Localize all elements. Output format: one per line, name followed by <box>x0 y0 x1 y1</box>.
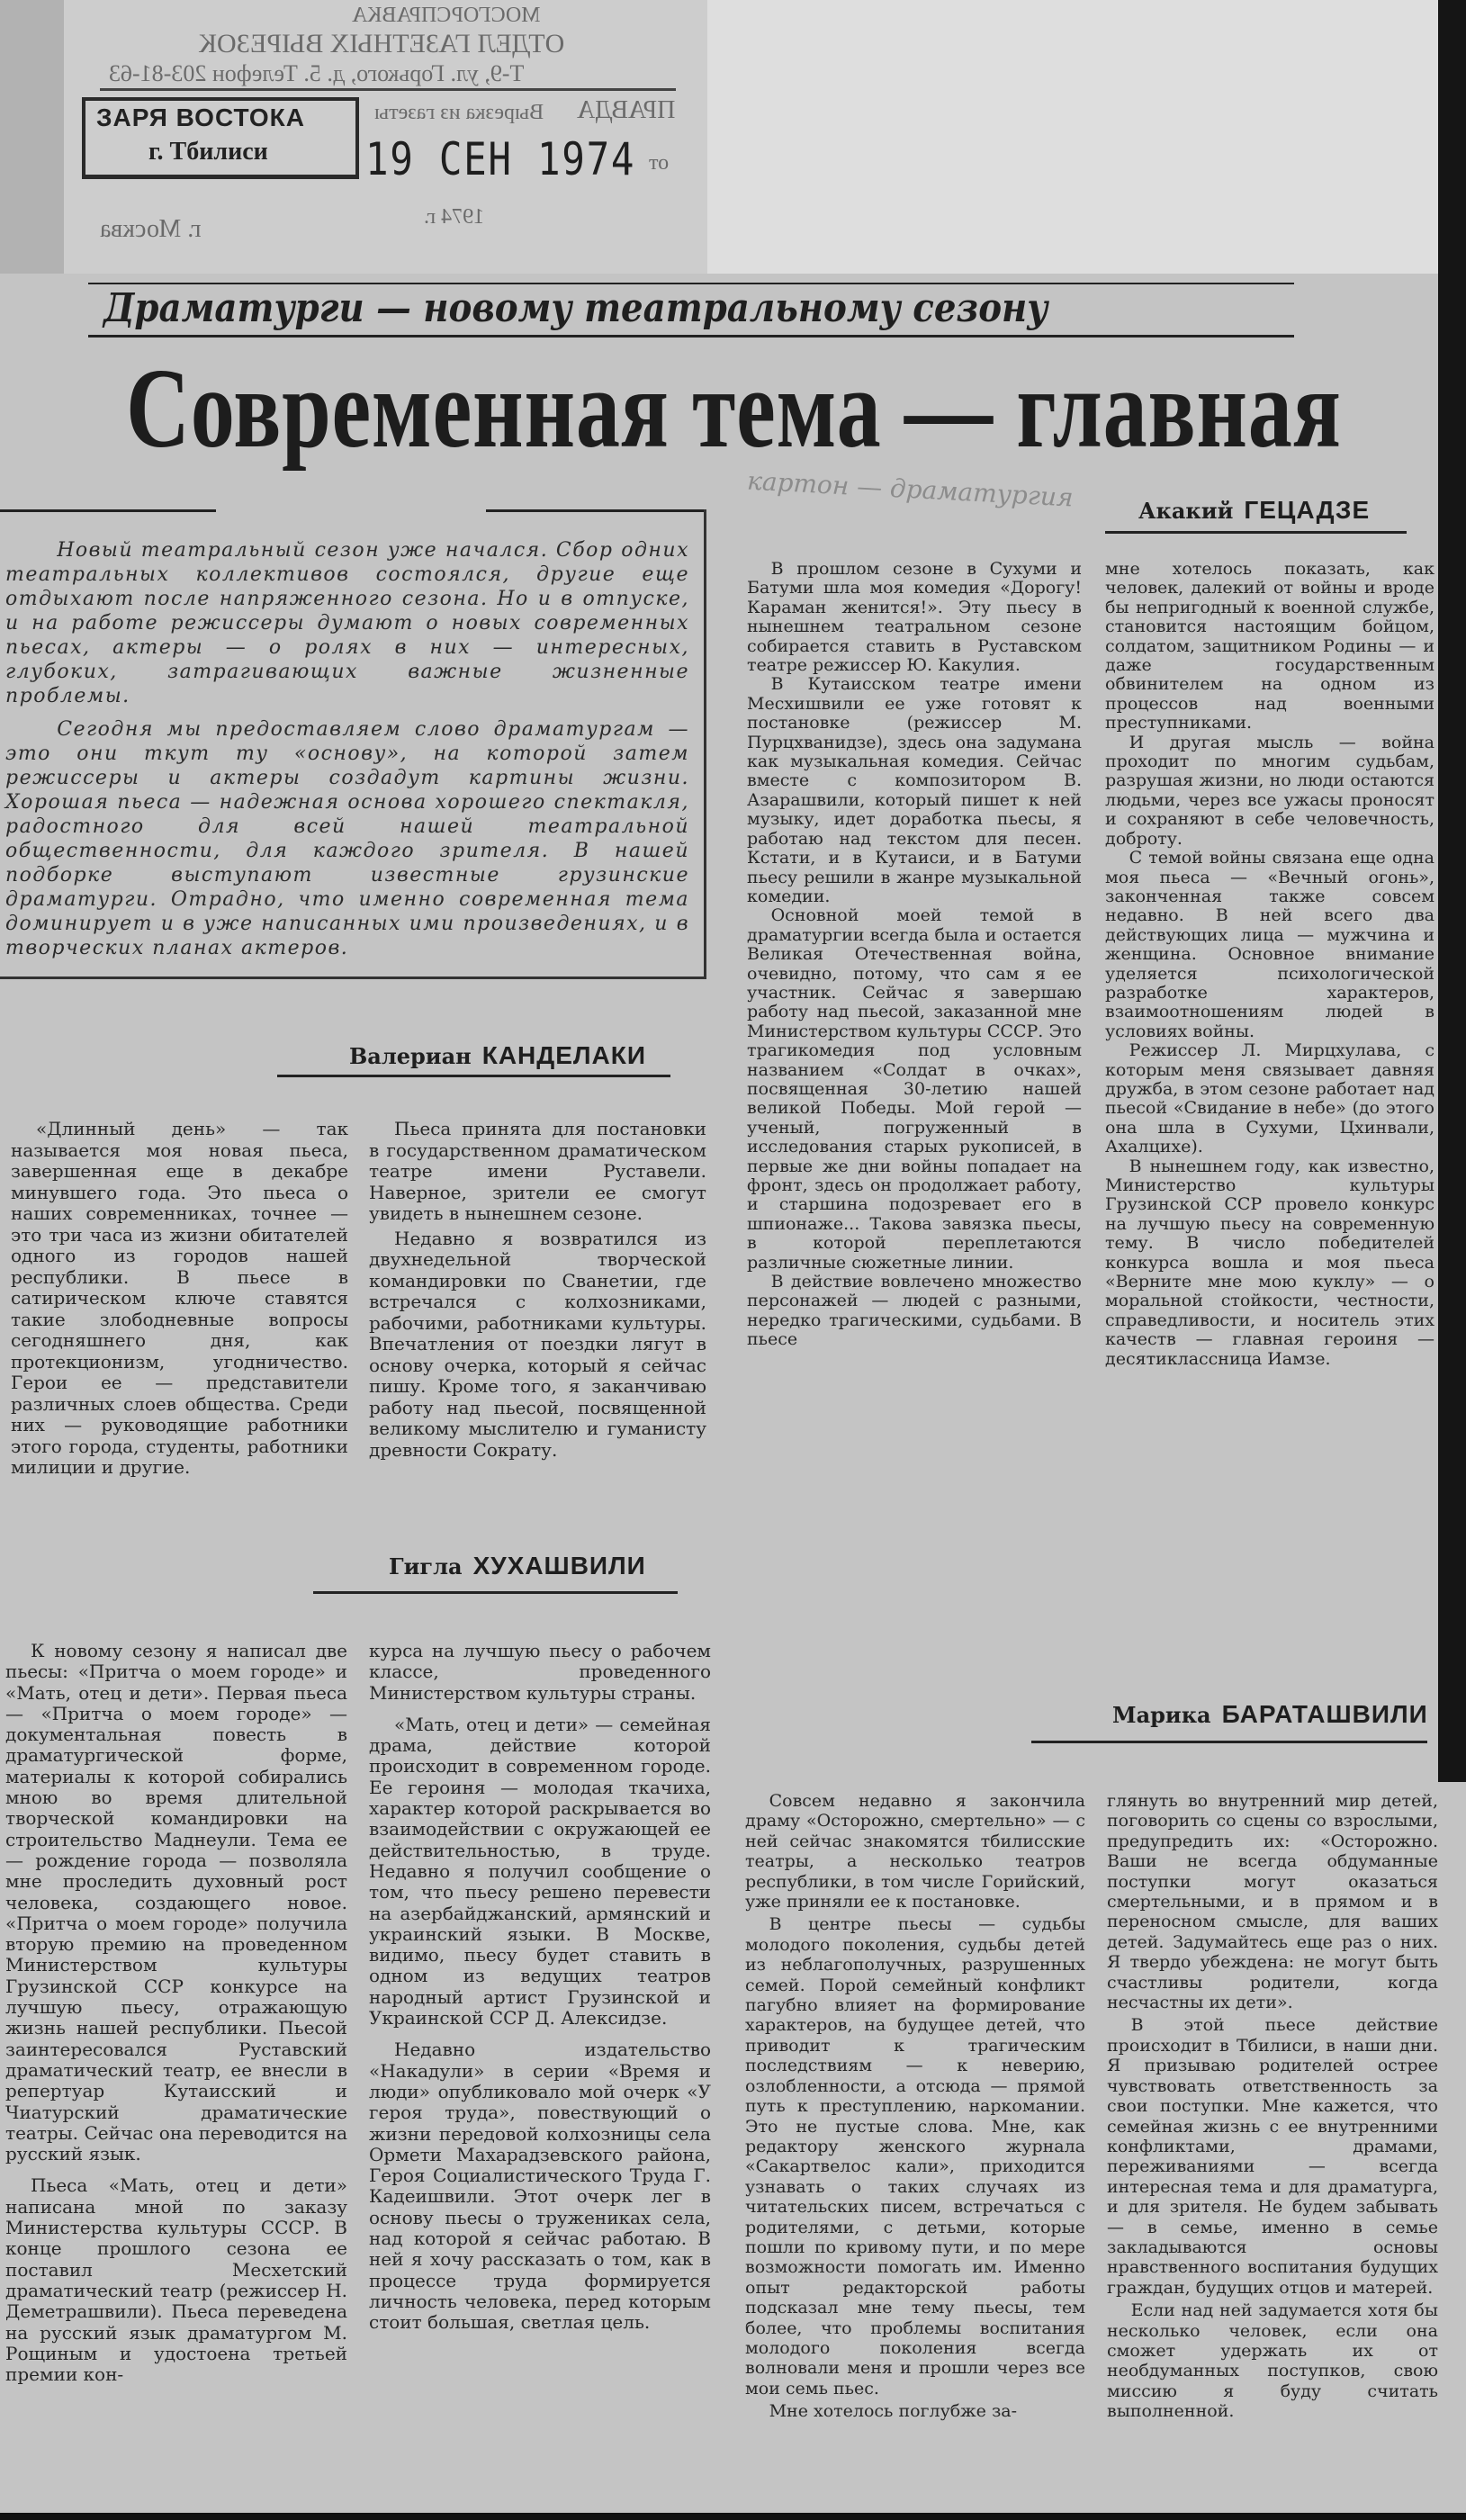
intro-top-rule-left <box>0 509 216 512</box>
scan-background-edge <box>0 0 64 274</box>
stamp-from-label: от <box>649 151 670 175</box>
article-baratashvili-column-2 <box>1107 1791 1438 2425</box>
intro-box-border <box>704 509 706 977</box>
scan-background-light <box>707 0 1466 274</box>
paragraph: Недавно я возвратился из двухнедельной творческой командировки по Сванетии, где встречался с колхозниками, рабочими, работниками культуры. Впечатления от поездки лягут в основу очерка, который я сейчас пишу. Кроме того, я заканчиваю работу над пьесой, посвященной великому мыслителю и гуманисту древности Сократу. <box>369 1227 706 1461</box>
stamp-newspaper-name: ПРАВДА <box>577 96 676 124</box>
paragraph: глянуть во внутренний мир детей, поговорить со сцены со взрослыми, предупредить их: «Осторожно. Ваши не всегда обдуманные поступки могут оказаться смертельными, и в прямом и в переносном смысле, для ваших детей. Задумайтесь еще раз о них. Я твердо убеждена: не могут быть счастливы родители, когда несчастны их дети». <box>1107 1791 1438 2013</box>
article-getsadze-column-2 <box>1105 560 1435 1369</box>
intro-top-rule-right <box>486 509 706 512</box>
rubric: Драматурги — новому театральному сезону <box>103 285 1048 331</box>
author-last-name: ГЕЦАДЗЕ <box>1244 496 1371 524</box>
byline-khukhashvili <box>389 1552 646 1580</box>
paragraph: «Мать, отец и дети» — семейная драма, действие которой происходит в современном городе. Ее героиня — молодая ткачиха, характер которой раскрывается во взаимодействии с окружающей ее действительностью, в труде. Недавно я получил сообщение о том, что пьесу решено перевести на азербайджанский, армянский и украинский языки. В Москве, видимо, пьесу будет ставить в одном из ведущих театров народный артист Грузинской и Украинской ССР Д. Алексидзе. <box>369 1713 711 2030</box>
paragraph: С темой войны связана еще одна моя пьеса — «Вечный огонь», законченная также совсем недавно. В ней всего два действующих лица — мужчина и женщина. Основное внимание уделяется психологической разработке характеров, взаимоотношениям людей в условиях войны. <box>1105 848 1435 1041</box>
intro-box-border-bottom <box>0 976 706 979</box>
article-kandelaki-column-1 <box>11 1119 348 1482</box>
paragraph: Основной моей темой в драматургии всегда была и остается Великая Отечественная война, очевидно, потому, что сам я ее участник. Сейчас я завершаю работу над пьесой, заказанной мне Министерством культуры СССР. Это трагикомедия под условным названием «Солдат в очках», посвященная 30-летию нашей великой Победы. Мой герой — ученый, погруженный в исследования старых рукописей, в первые же дни войны попадает на фронт, здесь он продолжает работу, и старшина подозревает его в шпионаже... Такова завязка пьесы, в которой переплетаются различные сюжетные линии. <box>747 905 1082 1273</box>
byline-rule <box>313 1591 678 1594</box>
stamp-rule <box>100 88 676 91</box>
article-kandelaki-column-2 <box>369 1119 706 1464</box>
date-stamp: 19 СЕН 1974 <box>365 133 636 185</box>
paragraph: Если над ней задумается хотя бы несколько человек, если она сможет удержать их от необдуманных поступков, свою миссию я буду считать выполненной. <box>1107 2300 1438 2422</box>
intro-paragraph: Сегодня мы предоставляем слово драматургам — это они ткут ту «основу», на которой затем режиссеры и актеры создадут картины жизни. Хорошая пьеса — надежная основа хорошего спектакля, радостного для всей нашей театральной общественности, для каждого зрителя. В нашей подборке выступают известные грузинские драматурги. Отрадно, что именно современная тема доминирует и в уже написанных ими произведениях, и в творческих планах актеров. <box>5 718 689 959</box>
rubric-top-rule <box>88 283 1294 284</box>
stamp-city: г. Москва <box>100 215 202 243</box>
article-khukhashvili-column-1 <box>5 1641 347 2396</box>
author-last-name: БАРАТАШВИЛИ <box>1221 1700 1428 1728</box>
intro-paragraph: Новый театральный сезон уже начался. Сбор одних театральных коллективов состоялся, другие еще отдыхают после напряженного сезона. Но и в отпуске, и на работе режиссеры думают о новых современных пьесах, актеры — о ролях в них — интересных, глубоких, затрагивающих важные жизненные проблемы. <box>5 539 689 707</box>
scan-dark-bottom <box>0 2513 1466 2520</box>
paragraph: В нынешнем году, как известно, Министерство культуры Грузинской ССР провело конкурс на лучшую пьесу на современную тему. В число победителей конкурса вошла и моя пьеса «Верните мне мою куклу» — о моральной стойкости, честности, справедливости, и носитель этих качеств — главная героиня — десятиклассница Иамзе. <box>1105 1156 1435 1369</box>
paragraph: Режиссер Л. Мирцхулава, с которым меня связывает давняя дружба, в этом сезоне работает над пьесой «Свидание в небе» (до этого она шла в Сухуми, Цхинвали, Ахалцихе). <box>1105 1040 1435 1157</box>
paragraph: Совсем недавно я закончила драму «Осторожно, смертельно» — с ней сейчас знакомятся тбилисские театры, а несколько театров республики, в том числе Горийский, уже приняли ее к постановке. <box>745 1791 1085 1912</box>
paragraph: Мне хотелось поглубже за- <box>769 2401 1018 2422</box>
stamp-agency: МОСГОРСПРАВКА <box>352 4 541 27</box>
byline-baratashvili <box>1112 1701 1428 1729</box>
author-first-name: Гигла <box>389 1553 463 1580</box>
article-baratashvili-column-1 <box>745 1791 1085 2425</box>
article-khukhashvili-column-2 <box>369 1641 711 2344</box>
author-first-name: Акакий <box>1138 498 1234 524</box>
intro-lead <box>5 538 689 969</box>
rubric-bottom-rule <box>88 335 1294 338</box>
paragraph: В Кутаисском театре имени Месхишвили ее уже готовят к постановке (режиссер М. Пурцхванидзе), здесь она задумана как музыкальная комедия. Сейчас вместе с композитором В. Азарашвили, который пишет к ней музыку, идет доработка пьесы, я работаю над текстом для песен. Кстати, и в Кутаиси, и в Батуми пьесу решили в жанре музыкальной комедии. <box>747 674 1082 906</box>
author-last-name: ХУХАШВИЛИ <box>472 1552 646 1580</box>
paragraph: мне хотелось показать, как человек, далекий от войны и вроде бы непригодный к военной службе, становится настоящим бойцом, солдатом, защитником Родины — и даже государственным обвинителем на одном из процессов над военными преступниками. <box>1105 559 1435 734</box>
stamp-box-title: ЗАРЯ ВОСТОКА <box>96 104 305 131</box>
paragraph: Пьеса «Мать, отец и дети» написана мной по заказу Министерства культуры СССР. В конце прошлого сезона ее поставил Месхетский драматический театр (режиссер Н. Деметрашвили). Пьеса переведена на русский язык драматургом М. Рощиным и удостоена третьей премии кон- <box>5 2174 347 2386</box>
paragraph: В центре пьесы — судьбы молодого поколения, судьбы детей из неблагополучных, разрушенных семей. Порой семейный конфликт пагубно влияет на формирование характеров, на будущее детей, что приводит к трагическим последствиям — к неверию, озлобленности, а отсюда — прямой путь к преступлению, наркомании. Это не пустые слова. Мне, как редактору женского журнала «Сакартвелос кали», приходится узнавать о таких случаях из читательских писем, встречаться с родителями, с детьми, которые пошли по кривому пути, и по мере возможности помогать им. Именно опыт редакторской работы подсказал мне тему пьесы, тем более, что проблемы воспитания молодого поколения всегда волновали меня и прошли через все мои семь пьес. <box>745 1914 1085 2398</box>
paragraph: «Длинный день» — так называется моя новая пьеса, завершенная еще в декабре минувшего года. Это пьеса о наших современниках, точнее — это три часа из жизни обитателей одного из городов нашей республики. В пьесе в сатирическом ключе ставятся такие злободневные вопросы сегодняшнего дня, как протекционизм, угодничество. Герои ее — представители различных слоев общества. Среди них — руководящие работники этого города, студенты, работники милиции и другие. <box>11 1118 348 1478</box>
stamp-address: Т-9, ул. Горького, д. 5. Телефон 203-81-63 <box>109 60 525 86</box>
byline-rule <box>1031 1741 1427 1743</box>
paragraph: В действие вовлечено множество персонажей — людей с разными, нередко трагическими, судьбами. В пьесе <box>747 1272 1082 1350</box>
paragraph: В прошлом сезоне в Сухуми и Батуми шла моя комедия «Дорогу! Караман женится!». Эту пьесу в нынешнем театральном сезоне собирается ставить в Руставском театре режиссер Ю. Какулия. <box>747 559 1082 676</box>
handwritten-note: картон — драматургия <box>746 465 1075 513</box>
clipping-stamp-card <box>64 0 707 274</box>
paragraph: Недавно издательство «Накадули» в серии «Время и люди» опубликовало мой очерк «У героя труда», повествующий о жизни передовой колхозницы села Ормети Махарадзевского района, Героя Социалистического Труда Г. Кадеишвили. Этот очерк лег в основу пьесы о тружениках села, над которой я сейчас работаю. В ней я хочу рассказать о том, как в процессе труда формируется личность человека, перед которым стоит большая, светлая цель. <box>369 2038 711 2334</box>
newspaper-stamp-box <box>82 97 359 179</box>
author-last-name: КАНДЕЛАКИ <box>481 1041 646 1069</box>
stamp-year: 1974 г. <box>424 205 485 229</box>
scan-dark-edge <box>1438 0 1466 1782</box>
paragraph: В этой пьесе действие происходит в Тбилиси, в наши дни. Я призываю родителей острее чувствовать ответственность за свои поступки. Мне кажется, что семейная жизнь с ее внутренними конфликтами, драмами, переживаниями — всегда интересная тема и для драматурга, и для зрителя. Не будем забывать — в семье, именно в семье закладываются основы нравственного воспитания будущих граждан, будущих отцов и матерей. <box>1107 2015 1438 2298</box>
author-first-name: Марика <box>1112 1702 1211 1728</box>
author-first-name: Валериан <box>349 1043 472 1069</box>
byline-rule <box>1105 531 1407 534</box>
byline-kandelaki <box>349 1042 646 1070</box>
stamp-clipping-label: Вырезка из газеты <box>374 101 544 124</box>
byline-rule <box>277 1075 670 1077</box>
paragraph: И другая мысль — война проходит по многим судьбам, разрушая жизни, но люди остаются людьми, через все ужасы проносят и сохраняют в себе человечность, доброту. <box>1105 732 1435 849</box>
stamp-box-city: г. Тбилиси <box>148 138 268 166</box>
stamp-department: ОТДЕЛ ГАЗЕТНЫХ ВЫРЕЗОК <box>199 29 565 58</box>
paragraph: К новому сезону я написал две пьесы: «Притча о моем городе» и «Мать, отец и дети». Первая пьеса — «Притча о моем городе» — документальная повесть в драматургической форме, материалы к которой собирались мною во время длительной творческой командировки на строительство Маднеули. Тема ее — рождение города — позволяла мне проследить духовный рост человека, создающего новое. «Притча о моем городе» получила вторую премию на проведенном Министерством культуры Грузинской ССР конкурсе на лучшую пьесу, отражающую жизнь нашей республики. Пьесой заинтересовался Руставский драматический театр, ее внесли в репертуар Кутаисский и Чиатурский драматические театры. Сейчас она переводится на русский язык. <box>5 1640 347 2165</box>
paragraph: Пьеса принята для постановки в государственном драматическом театре имени Руставели. Наверное, зрители ее смогут увидеть в нынешнем сезоне. <box>369 1118 706 1224</box>
byline-getsadze <box>1138 497 1370 525</box>
article-getsadze-column-1 <box>747 560 1082 1350</box>
paragraph: курса на лучшую пьесу о рабочем классе, проведенного Министерством культуры страны. <box>369 1640 711 1704</box>
headline: Современная тема — главная <box>126 346 1342 472</box>
